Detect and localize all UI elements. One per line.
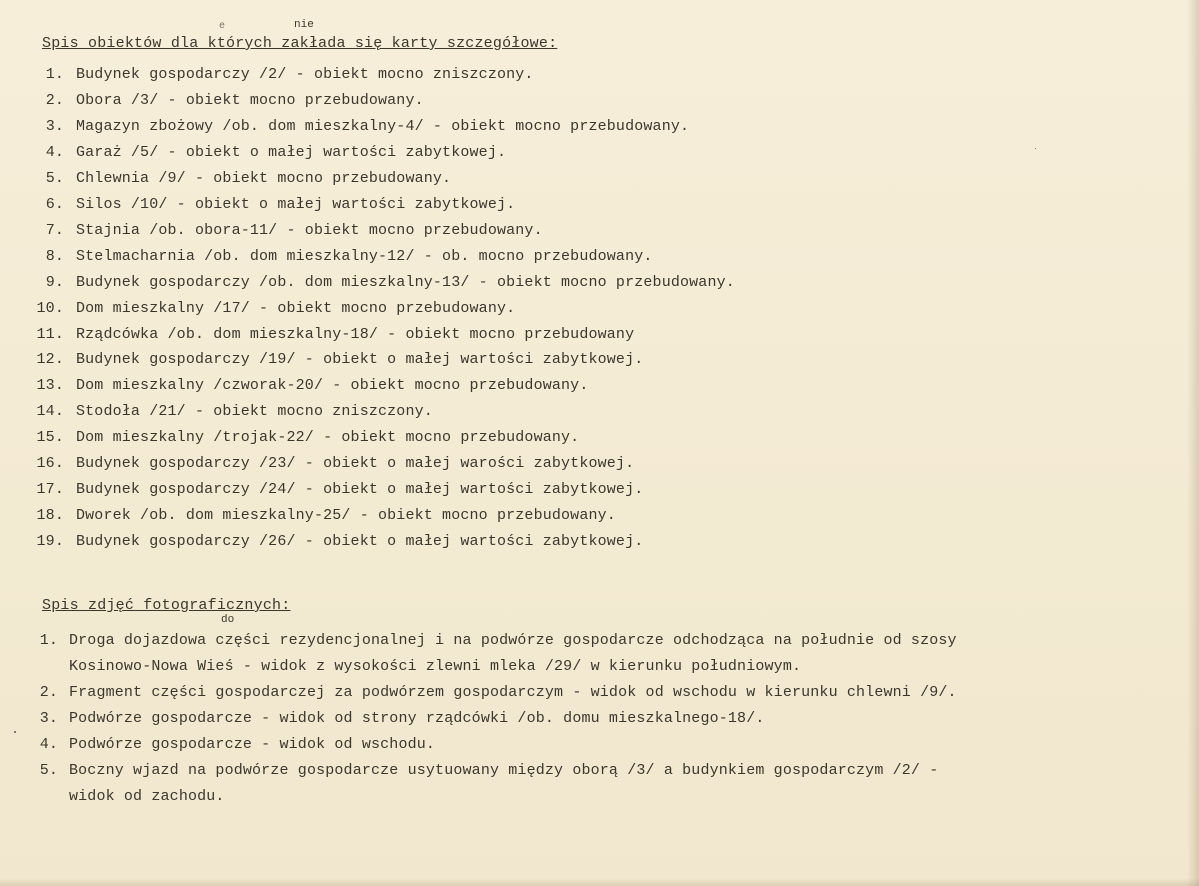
item-number: 8. xyxy=(45,248,64,265)
item-number: 1. xyxy=(45,66,64,83)
item-number: 2. xyxy=(45,92,64,109)
item-text: Obora /3/ - obiekt mocno przebudowany. xyxy=(76,92,424,109)
photos-list-heading: Spis zdjęć fotograficznych: xyxy=(42,597,291,614)
item-number: 7. xyxy=(45,222,64,239)
item-number: 3. xyxy=(39,710,58,727)
paper-speck xyxy=(1035,148,1036,149)
item-text: Budynek gospodarczy /2/ - obiekt mocno zniszczony. xyxy=(76,66,534,83)
item-text: Budynek gospodarczy /ob. dom mieszkalny-13/ - obiekt mocno przebudowany. xyxy=(76,274,735,291)
item-number: 13. xyxy=(36,377,64,394)
item-text: Stajnia /ob. obora-11/ - obiekt mocno przebudowany. xyxy=(76,222,543,239)
item-text: Stodoła /21/ - obiekt mocno zniszczony. xyxy=(76,403,433,420)
typed-insert-do: do xyxy=(221,614,235,626)
item-text: Dom mieszkalny /17/ - obiekt mocno przebudowany. xyxy=(76,300,516,317)
item-text: Boczny wjazd na podwórze gospodarcze usytuowany między oborą /3/ a budynkiem gospodarczym /2/ - xyxy=(69,762,939,779)
page-edge-shadow xyxy=(1187,0,1199,886)
item-number: 3. xyxy=(45,118,64,135)
item-text: Silos /10/ - obiekt o małej wartości zabytkowej. xyxy=(76,196,516,213)
item-number: 4. xyxy=(45,144,64,161)
objects-list-heading: Spis obiektów dla których zakłada się karty szczegółowe: xyxy=(42,35,558,52)
item-number: 16. xyxy=(36,455,64,472)
item-text: Droga dojazdowa części rezydencjonalnej i na podwórze gospodarcze odchodząca na południe od szosy xyxy=(69,632,957,649)
item-text: Podwórze gospodarcze - widok od strony rządcówki /ob. domu mieszkalnego-18/. xyxy=(69,710,765,727)
item-number: 4. xyxy=(39,736,58,753)
item-text: Dom mieszkalny /czworak-20/ - obiekt mocno przebudowany. xyxy=(76,377,589,394)
item-text: Podwórze gospodarcze - widok od wschodu. xyxy=(69,736,436,753)
item-text: Dworek /ob. dom mieszkalny-25/ - obiekt mocno przebudowany. xyxy=(76,507,616,524)
item-number: 17. xyxy=(36,481,64,498)
item-number: 2. xyxy=(39,684,58,701)
item-number: 10. xyxy=(36,300,64,317)
item-number: 9. xyxy=(45,274,64,291)
item-text: Fragment części gospodarczej za podwórzem gospodarczym - widok od wschodu w kierunku chlewni /9/. xyxy=(69,684,957,701)
item-number: 15. xyxy=(36,429,64,446)
item-text-continuation: Kosinowo-Nowa Wieś - widok z wysokości zlewni mleka /29/ w kierunku południowym. xyxy=(69,658,802,675)
page-bottom-shadow xyxy=(0,878,1199,886)
item-number: 14. xyxy=(36,403,64,420)
item-number: 18. xyxy=(36,507,64,524)
item-text: Rządcówka /ob. dom mieszkalny-18/ - obiekt mocno przebudowany xyxy=(76,326,635,343)
item-number: 5. xyxy=(39,762,58,779)
item-text: Garaż /5/ - obiekt o małej wartości zabytkowej. xyxy=(76,144,507,161)
item-number: 11. xyxy=(36,326,64,343)
item-number: 5. xyxy=(45,170,64,187)
item-text: Budynek gospodarczy /24/ - obiekt o małej wartości zabytkowej. xyxy=(76,481,644,498)
item-number: 1. xyxy=(39,632,58,649)
item-text: Chlewnia /9/ - obiekt mocno przebudowany. xyxy=(76,170,452,187)
item-text: Budynek gospodarczy /26/ - obiekt o małej wartości zabytkowej. xyxy=(76,533,644,550)
item-number: 6. xyxy=(45,196,64,213)
item-text: Stelmacharnia /ob. dom mieszkalny-12/ - ob. mocno przebudowany. xyxy=(76,248,653,265)
item-text-continuation: widok od zachodu. xyxy=(69,788,225,805)
item-text: Dom mieszkalny /trojak-22/ - obiekt mocno przebudowany. xyxy=(76,429,580,446)
handwritten-insert-e: e xyxy=(219,21,226,32)
item-number: 19. xyxy=(36,533,64,550)
item-text: Magazyn zbożowy /ob. dom mieszkalny-4/ - obiekt mocno przebudowany. xyxy=(76,118,690,135)
paper-speck xyxy=(14,731,16,733)
item-number: 12. xyxy=(36,351,64,368)
typed-insert-nie: nie xyxy=(294,19,314,31)
item-text: Budynek gospodarczy /23/ - obiekt o małej warości zabytkowej. xyxy=(76,455,635,472)
item-text: Budynek gospodarczy /19/ - obiekt o małej wartości zabytkowej. xyxy=(76,351,644,368)
